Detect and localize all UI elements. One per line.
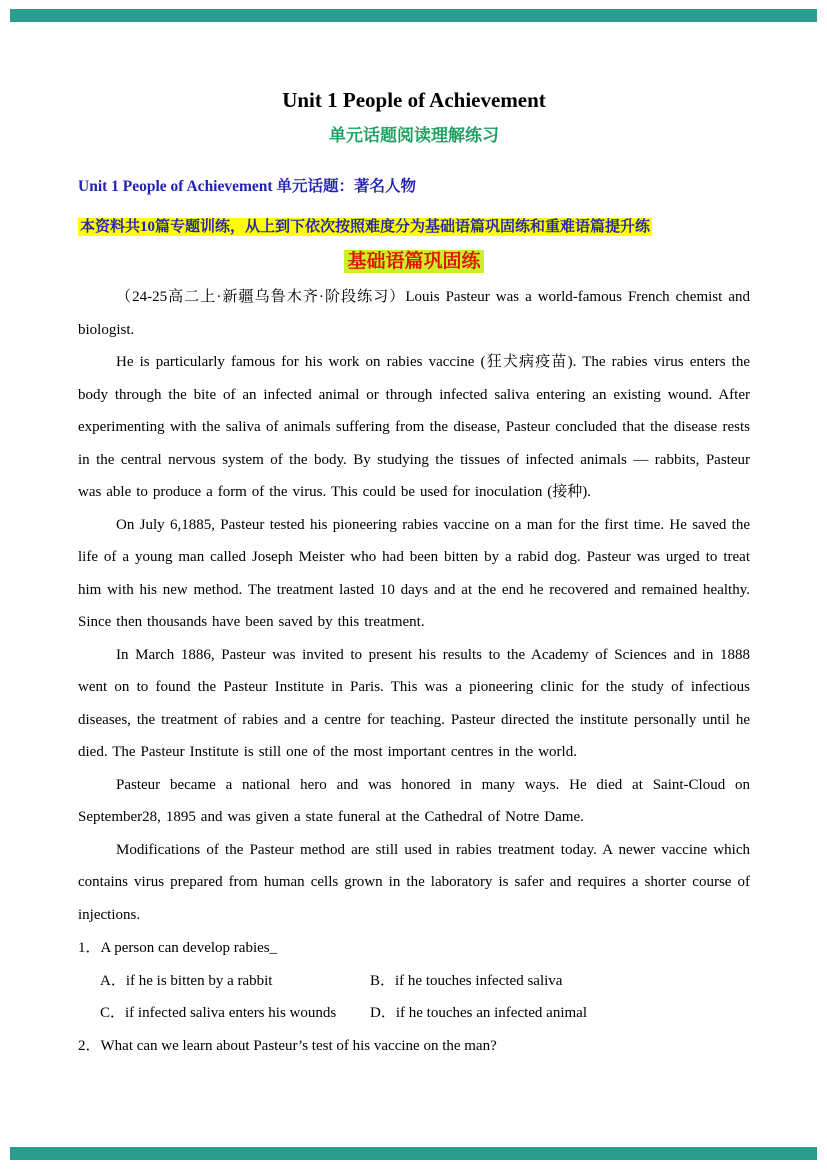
page-title: Unit 1 People of Achievement	[282, 88, 546, 112]
section-heading	[78, 249, 750, 275]
passage-paragraph: He is particularly famous for his work on rabies vaccine (狂犬病疫苗). The rabies virus enters the body through the bite of an infected animal or through infected saliva entering an existing wound. After experimenting with the saliva of animals suffering from the disease, Pasteur concluded that the disease rests in the central nervous system of the body. By studying the tissues of infected animals — rabbits, Pasteur was able to produce a form of the virus. This could be used for inoculation (接种).	[78, 354, 750, 500]
option-a: A．if he is bitten by a rabbit	[100, 972, 273, 989]
page-subtitle: 单元话题阅读理解练习	[329, 126, 499, 145]
paragraph-text: Louis Pasteur was a world-famous French chemist and biologist.	[78, 289, 750, 338]
passage-paragraph: Modifications of the Pasteur method are still used in rabies treatment today. A newer vaccine which contains virus prepared from human cells grown in the laboratory is safer and requires a shorter course of injections.	[78, 841, 750, 923]
passage-paragraph: In March 1886, Pasteur was invited to present his results to the Academy of Sciences and in 1888 went on to found the Pasteur Institute in Paris. This was a pioneering clinic for the study of infectious diseases, the treatment of rabies and a centre for teaching. Pasteur directed the institute personally until he died. The Pasteur Institute is still one of the most important centres in the world.	[78, 646, 750, 760]
option-c: C．if infected saliva enters his wounds	[100, 1005, 337, 1021]
option-b: B．if he touches infected saliva	[370, 972, 563, 989]
source-tag: （24-25高二上·新疆乌鲁木齐·阶段练习）	[116, 289, 406, 305]
section-heading-text: 基础语篇巩固练	[344, 250, 483, 273]
notice-line	[78, 217, 750, 238]
question-2: 2．What can we learn about Pasteur’s test of his vaccine on the man?	[78, 1037, 497, 1054]
document-page	[78, 0, 750, 1062]
questions-section	[78, 932, 750, 1062]
reading-passage	[78, 281, 750, 931]
question-1: 1．A person can develop rabies_	[78, 940, 278, 956]
passage-paragraph	[78, 281, 750, 346]
bottom-border-bar	[10, 1147, 817, 1160]
option-d: D．if he touches an infected animal	[370, 1005, 588, 1021]
question-1-options-row-1	[78, 965, 750, 998]
unit-topic-line: Unit 1 People of Achievement 单元话题：著名人物	[78, 178, 416, 195]
passage-paragraph: Pasteur became a national hero and was honored in many ways. He died at Saint-Cloud on September28, 1895 and was given a state funeral at the Cathedral of Notre Dame.	[78, 776, 750, 825]
passage-paragraph: On July 6,1885, Pasteur tested his pioneering rabies vaccine on a man for the first time. He saved the life of a young man called Joseph Meister who had been bitten by a rabid dog. Pasteur was urged to treat him with his new method. The treatment lasted 10 days and at the end he recovered and remained healthy. Since then thousands have been saved by this treatment.	[78, 516, 750, 630]
notice-highlight-text: 本资料共10篇专题训练，从上到下依次按照难度分为基础语篇巩固练和重难语篇提升练	[80, 219, 651, 235]
question-1-options-row-2	[78, 997, 750, 1030]
